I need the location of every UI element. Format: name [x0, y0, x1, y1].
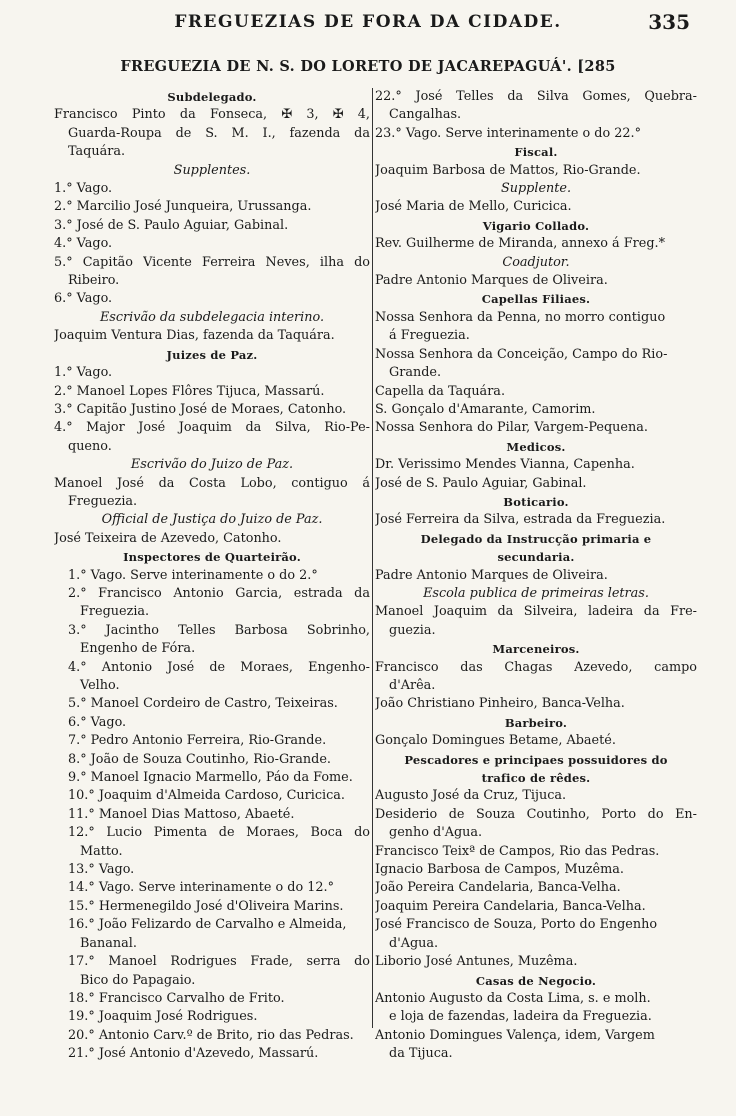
subsection-heading: Matto. — [80, 843, 123, 859]
subsection-heading: d'Arêa. — [389, 678, 436, 693]
subsection-heading: 21.° José Antonio d'Azevedo, Massarú. — [68, 1046, 319, 1062]
text-line: Dr. Verissimo Mendes Vianna, Capenha. — [375, 457, 635, 473]
subsection-heading: 16.° João Felizardo de Carvalho e Almeida, — [68, 917, 347, 933]
subsection-heading: 13.° Vago. — [68, 862, 135, 878]
subsection-heading: 5.° Manoel Cordeiro de Castro, Teixeiras. — [68, 696, 338, 712]
text-line: Francisco Pinto da Fonseca, ✠ 3, ✠ 4, — [54, 107, 370, 123]
text-line: 4.° Major José Joaquim da Silva, Rio-Pe- — [54, 420, 370, 436]
subsection-heading: 11.° Manoel Dias Mattoso, Abaeté. — [68, 806, 295, 822]
text-line: 1.° Vago. — [54, 365, 113, 381]
text-line: Gonçalo Domingues Betame, Abaeté. — [375, 733, 616, 749]
text-line: Nossa Senhora da Penna, no morro contiguo — [375, 309, 666, 325]
text-line: 1.° Vago. — [54, 181, 113, 197]
text-line: Nossa Senhora do Pilar, Vargem-Pequena. — [375, 420, 648, 436]
text-line: João Christiano Pinheiro, Banca-Velha. — [375, 696, 625, 712]
subsection-heading: 12.° Lucio Pimenta de Moraes, Boca do — [68, 825, 370, 841]
subsection-heading: Bico do Papagaio. — [80, 972, 196, 988]
subsection-heading: Velho. — [80, 678, 120, 693]
text-line: José Teixeira de Azevedo, Catonho. — [54, 530, 282, 546]
subsection-heading: 6.° Vago. — [68, 714, 127, 730]
section-title: FREGUEZIA DE N. S. DO LORETO DE JACAREPAGUÁ'. [285 — [120, 58, 616, 75]
subsection-heading: 20.° Antonio Carv.º de Brito, rio das Pedras. — [68, 1027, 354, 1043]
subsection-heading: Escola publica de primeiras letras. — [423, 585, 649, 601]
text-line: Manoel José da Costa Lobo, contiguo á — [54, 475, 370, 491]
text-line: José Francisco de Souza, Porto do Engenho — [375, 917, 658, 933]
column-divider — [372, 88, 373, 1028]
text-line: Desiderio de Souza Coutinho, Porto do En- — [375, 806, 697, 822]
subsection-heading: 15.° Hermenegildo José d'Oliveira Marins. — [68, 898, 344, 914]
section-heading: Capellas Filiaes. — [481, 292, 591, 307]
subsection-heading: 8.° João de Souza Coutinho, Rio-Grande. — [68, 751, 331, 767]
page-number: 335 — [648, 10, 690, 34]
subsection-heading: 10.° Joaquim d'Almeida Cardoso, Curicica. — [68, 788, 345, 804]
text-line: Padre Antonio Marques de Oliveira. — [375, 273, 608, 289]
subsection-heading: Cangalhas. — [389, 107, 462, 123]
subsection-heading: Engenho de Fóra. — [80, 641, 196, 657]
subsection-heading: Freguezia. — [68, 493, 138, 509]
text-line: 6.° Vago. — [54, 291, 113, 307]
subsection-heading: Guarda-Roupa de S. M. I., fazenda da — [68, 125, 370, 141]
subsection-heading: da Tijuca. — [389, 1046, 453, 1062]
text-line: 5.° Capitão Vicente Ferreira Neves, ilha do — [54, 254, 370, 270]
text-line: Joaquim Pereira Candelaria, Banca-Velha. — [375, 898, 646, 914]
text-line: 23.° Vago. Serve interinamente o do 22.° — [375, 125, 641, 141]
subsection-heading: Freguezia. — [80, 604, 150, 620]
subsection-heading: 19.° Joaquim José Rodrigues. — [68, 1009, 258, 1025]
text-line: Joaquim Barbosa de Mattos, Rio-Grande. — [375, 162, 641, 178]
text-line: Francisco das Chagas Azevedo, campo — [375, 659, 697, 675]
subsection-heading: 14.° Vago. Serve interinamente o do 12.° — [68, 880, 334, 896]
text-line: Rev. Guilherme de Miranda, annexo á Freg.* — [375, 236, 665, 252]
text-line: José Maria de Mello, Curicica. — [375, 199, 572, 215]
section-heading: secundaria. — [497, 550, 575, 565]
page-header — [0, 8, 736, 40]
subsection-heading: á Freguezia. — [389, 328, 470, 344]
section-heading: Boticario. — [503, 494, 569, 509]
subsection-heading: Ribeiro. — [68, 273, 120, 289]
section-heading: Pescadores e principaes possuidores do — [404, 752, 668, 767]
text-line: Antonio Augusto da Costa Lima, s. e molh. — [375, 990, 651, 1006]
left-column — [54, 88, 370, 1064]
text-line: Augusto José da Cruz, Tijuca. — [375, 788, 567, 804]
text-line: Capella da Taquára. — [375, 383, 506, 399]
section-heading: Fiscal. — [514, 145, 558, 160]
text-line: Padre Antonio Marques de Oliveira. — [375, 567, 608, 583]
subsection-heading: Grande. — [389, 365, 442, 381]
subsection-heading: 9.° Manoel Ignacio Marmello, Páo da Fome. — [68, 770, 353, 786]
subsection-heading: Supplente. — [500, 181, 572, 197]
right-column — [375, 88, 697, 1064]
subsection-heading: e loja de fazendas, ladeira da Freguezia. — [389, 1009, 652, 1025]
subsection-heading: Coadjutor. — [502, 254, 570, 270]
subsection-heading: 7.° Pedro Antonio Ferreira, Rio-Grande. — [68, 733, 327, 749]
subsection-heading: d'Agua. — [389, 935, 439, 951]
subsection-heading: 2.° Francisco Antonio Garcia, estrada da — [68, 585, 370, 601]
subsection-heading: Taquára. — [68, 144, 126, 160]
text-line: Ignacio Barbosa de Campos, Muzêma. — [375, 862, 624, 878]
text-line: João Pereira Candelaria, Banca-Velha. — [375, 880, 621, 896]
subsection-heading: Official de Justiça do Juizo de Paz. — [101, 512, 323, 528]
subsection-heading: 4.° Antonio José de Moraes, Engenho- — [68, 659, 370, 675]
subsection-heading: 3.° Jacintho Telles Barbosa Sobrinho, — [68, 622, 370, 638]
section-heading: trafico de rêdes. — [481, 771, 591, 786]
text-line: 2.° Manoel Lopes Flôres Tijuca, Massarú. — [54, 383, 325, 399]
subsection-heading: guezia. — [389, 622, 436, 638]
subsection-heading: Bananal. — [80, 935, 137, 951]
subsection-heading: 18.° Francisco Carvalho de Frito. — [68, 990, 285, 1006]
subsection-heading: queno. — [68, 438, 112, 454]
section-heading: Marceneiros. — [492, 642, 580, 657]
subsection-heading: Escrivão da subdelegacia interino. — [99, 309, 325, 325]
text-line: 3.° José de S. Paulo Aguiar, Gabinal. — [54, 217, 289, 233]
subsection-heading: 1.° Vago. Serve interinamente o do 2.° — [68, 567, 318, 583]
text-line: Liborio José Antunes, Muzêma. — [375, 954, 578, 970]
section-heading: Medicos. — [506, 439, 566, 454]
section-heading: Casas de Negocio. — [475, 973, 597, 988]
subsection-heading: Escrivão do Juizo de Paz. — [130, 457, 294, 473]
text-line: José Ferreira da Silva, estrada da Freguezia. — [375, 512, 666, 528]
subsection-heading: 17.° Manoel Rodrigues Frade, serra do — [68, 954, 370, 970]
section-heading: Inspectores de Quarteirão. — [123, 550, 301, 565]
text-line: 22.° José Telles da Silva Gomes, Quebra- — [375, 89, 697, 104]
text-line: Francisco Teixª de Campos, Rio das Pedras. — [375, 843, 660, 859]
subsection-heading: genho d'Agua. — [389, 825, 483, 841]
running-title: FREGUEZIAS DE FORA DA CIDADE. — [174, 12, 562, 32]
text-line: José de S. Paulo Aguiar, Gabinal. — [375, 475, 587, 491]
text-line: 2.° Marcilio José Junqueira, Urussanga. — [54, 199, 312, 215]
section-heading: Juizes de Paz. — [166, 347, 258, 362]
text-line: 4.° Vago. — [54, 236, 113, 252]
subsection-heading: Supplentes. — [173, 162, 251, 178]
text-line: 3.° Capitão Justino José de Moraes, Catonho. — [54, 401, 347, 417]
section-heading: Vigario Collado. — [482, 218, 590, 233]
text-line: Manoel Joaquim da Silveira, ladeira da Fre- — [375, 604, 697, 620]
section-heading: Subdelegado. — [167, 90, 257, 104]
section-heading: Barbeiro. — [504, 715, 568, 730]
text-line: S. Gonçalo d'Amarante, Camorim. — [375, 401, 596, 417]
text-line: Nossa Senhora da Conceição, Campo do Rio- — [375, 346, 668, 362]
section-heading: Delegado da Instrucção primaria e — [420, 531, 652, 546]
text-line: Joaquim Ventura Dias, fazenda da Taquára. — [54, 328, 335, 344]
text-line: Antonio Domingues Valença, idem, Vargem — [375, 1027, 655, 1043]
